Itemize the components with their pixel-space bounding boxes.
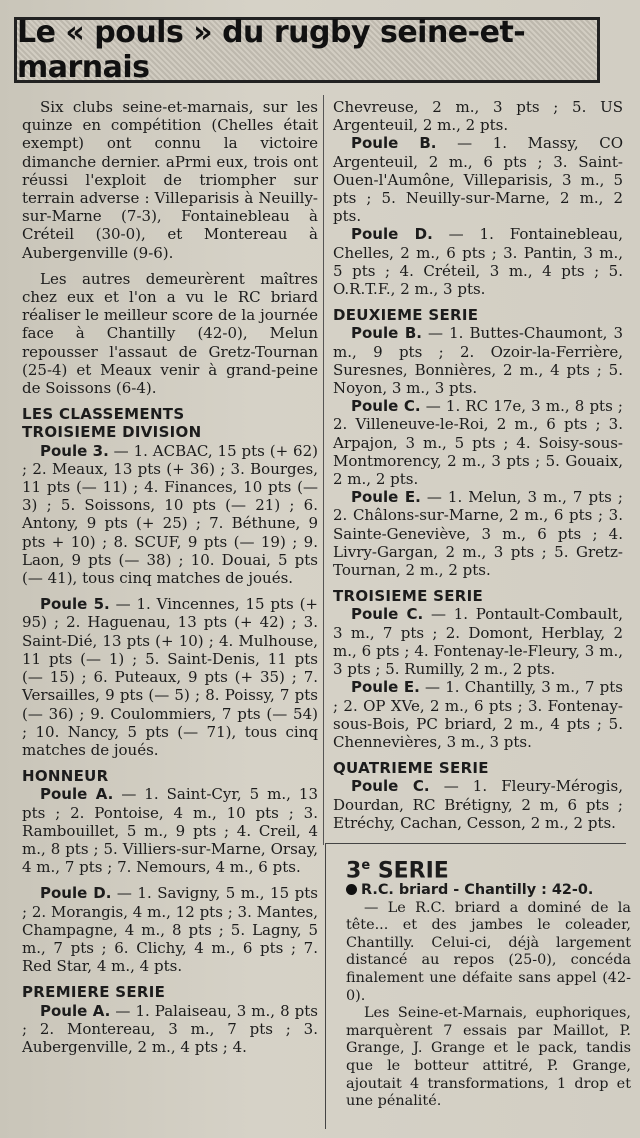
poule-label: Poule 3. [40,441,109,460]
poule-text: — 1. ACBAC, 15 pts (+ 62) ; 2. Meaux, 13 pts (+ 36) ; 3. Bourges, 11 pts (— 11) ; 4. Finances, 10 pts (— 3) ; 5. Soissons, 10 pts (— 21) ; 6. Antony, 9 pts (+ 25) ; 7. Béthune, 9 pts + 10) ; 8. SCUF, 9 pts (— 19) ; 9. Laon, 9 pts (— 38) ; 10. Douai, 5 pts (— 41), tous cinq matches de joués. [22,441,318,588]
title-word: SERIE [377,858,449,884]
match-paragraph-2: Les Seine-et-Marnais, euphoriques, marquèrent 7 essais par Maillot, P. Grange, J. Grange et le pack, tandis que le botteur attitré, P. Grange, ajoutait 4 transformations, 1 drop et une pénalité. [346,1005,631,1110]
bullet-icon [346,884,357,895]
poule-text: — 1. Pontault-Combault, 3 m., 7 pts ; 2. Domont, Herblay, 2 m., 6 pts ; 4. Fontenay-le-Fleury, 3 m., 3 pts ; 5. Rumilly, 2 m., 2 pts. [333,605,623,679]
standing-continuation: Chevreuse, 2 m., 3 pts ; 5. US Argenteuil, 2 m., 2 pts. [333,98,623,135]
poule-text: — 1. Saint-Cyr, 5 m., 13 pts ; 2. Pontoise, 4 m., 10 pts ; 3. Rambouillet, 5 m., 9 pts ; 4. Creil, 4 m., 8 pts ; 5. Villiers-sur-Marne, Orsay, 4 m., 7 pts ; 7. Nemours, 4 m., 6 pts. [22,785,318,877]
heading-premiere-serie: PREMIERE SERIE [22,983,166,1002]
poule-text: — 1. Chantilly, 3 m., 7 pts ; 2. OP XVe, 2 m., 6 pts ; 3. Fontenay-sous-Bois, PC briard, 2 m., 4 pts ; 5. Chennevières, 3 m., 3 pts. [333,678,623,751]
poule-text: — 1. Melun, 3 m., 7 pts ; 2. Châlons-sur-Marne, 2 m., 6 pts ; 3. Sainte-Geneviève, 3 m., 6 pts ; 4. Livry-Gargan, 2 m., 3 pts ; 5. Gretz-Tournan, 2 m., 2 pts. [333,488,623,580]
poule-label: Poule D. [351,225,433,244]
standing-premiere-poule-a [22,1002,318,1057]
poule-text: — 1. RC 17e, 3 m., 8 pts ; 2. Villeneuve-le-Roi, 2 m., 6 pts ; 3. Arpajon, 3 m., 5 pts ; 4. Soisy-sous-Montmorency, 2 m., 3 pts ; 5. Gouaix, 2 m., 2 pts. [333,397,623,489]
poule-label: Poule A. [40,1001,111,1020]
match-report-body [346,882,631,1111]
poule-label: Poule D. [40,884,112,903]
standing-deuxieme-poule-c [333,397,623,488]
standing-deuxieme-poule-b [333,324,623,397]
match-result: R.C. briard - Chantilly : 42-0. [361,882,594,898]
standing-poule-5 [22,595,318,759]
poule-label: Poule B. [351,324,422,343]
intro-paragraph-1: Six clubs seine-et-marnais, sur les quinze en compétition (Chelles était exempt) ont connu la victoire dimanche dernier. aPrmi eux, trois ont réussi l'exploit de triompher sur terrain adverse : Villeparisis à Neuilly-sur-Marne (7-3), Fontainebleau à Créteil (30-0), et Montereau à Aubergenville (9-6). [22,98,318,262]
heading-troisieme-division: TROISIEME DIVISION [22,423,202,442]
headline: Le « pouls » du rugby seine-et-marnais [17,15,526,85]
heading-troisieme-serie: TROISIEME SERIE [333,587,484,606]
standing-poule-3 [22,442,318,588]
heading-honneur: HONNEUR [22,767,109,786]
standing-premiere-poule-d [333,225,623,298]
poule-text: — 1. Fontainebleau, Chelles, 2 m., 6 pts ; 3. Pantin, 3 m., 5 pts ; 4. Créteil, 3 m., 4 pts ; 5. O.R.T.F., 2 m., 3 pts. [333,225,623,299]
poule-label: Poule A. [40,785,114,804]
poule-text: — 1. Fleury-Mérogis, Dourdan, RC Brétigny, 2 m, 6 pts ; Etréchy, Cachan, Cesson, 2 m., 2 pts. [333,777,623,832]
match-report-box [325,843,631,1129]
standing-honneur-poule-a [22,785,318,876]
poule-text: — 1. Buttes-Chaumont, 3 m., 9 pts ; 2. Ozoir-la-Ferrière, Suresnes, Bonnières, 2 m., 4 pts ; 5. Noyon, 3 m., 3 pts. [333,324,623,398]
headline-box [14,17,600,83]
match-paragraph-1: — Le R.C. briard a dominé de la tête... et des jambes le coleader, Chantilly. Celui-ci, déjà largement distancé au repos (25-0), concéda finalement une défaite sans appel (42-0). [346,899,631,1004]
standing-troisieme-poule-c [333,605,623,678]
poule-label: Poule E. [351,678,420,697]
right-column [333,98,623,832]
match-report-title [346,858,449,883]
poule-text: — 1. Savigny, 5 m., 15 pts ; 2. Morangis, 4 m., 12 pts ; 3. Mantes, Champagne, 4 m., 8 pts ; 5. Lagny, 5 m., 7 pts ; 6. Clichy, 4 m., 6 pts ; 7. Red Star, 4 m., 4 pts. [22,884,318,976]
standing-honneur-poule-d [22,884,318,975]
standing-premiere-poule-b [333,134,623,225]
poule-label: Poule C. [351,397,421,416]
poule-label: Poule C. [351,777,430,796]
heading-deuxieme-serie: DEUXIEME SERIE [333,306,479,325]
poule-text: — 1. Palaiseau, 3 m., 8 pts ; 2. Montereau, 3 m., 7 pts ; 3. Aubergenville, 2 m., 4 pts ; 4. [22,1001,318,1056]
title-superscript: e [361,858,371,873]
match-line [346,882,631,900]
title-number: 3 [346,858,362,884]
left-column [22,98,318,1056]
poule-label: Poule C. [351,605,424,624]
standing-troisieme-poule-e [333,678,623,751]
standing-quatrieme-poule-c [333,777,623,832]
poule-text: — 1. Massy, CO Argenteuil, 2 m., 6 pts ; 3. Saint-Ouen-l'Aumône, Villeparisis, 3 m., 5 pts ; 5. Neuilly-sur-Marne, 2 m., 2 pts. [333,134,623,226]
poule-label: Poule 5. [40,595,110,614]
poule-label: Poule E. [351,488,421,507]
column-divider [323,95,324,845]
poule-text: — 1. Vincennes, 15 pts (+ 95) ; 2. Haguenau, 13 pts (+ 42) ; 3. Saint-Dié, 13 pts (+ 10) ; 4. Mulhouse, 11 pts (— 1) ; 5. Saint-Denis, 11 pts (— 15) ; 6. Puteaux, 9 pts (+ 35) ; 7. Versailles, 9 pts (— 5) ; 8. Poissy, 7 pts (— 36) ; 9. Coulommiers, 7 pts (— 54) ; 10. Nancy, 5 pts (— 71), tous cinq matches de joués. [22,595,318,759]
poule-label: Poule B. [351,134,437,153]
standing-deuxieme-poule-e [333,488,623,579]
heading-classements: LES CLASSEMENTS [22,405,185,424]
intro-paragraph-2: Les autres demeurèrent maîtres chez eux et l'on a vu le RC briard réaliser le meilleur score de la journée face à Chantilly (42-0), Melun repousser l'assaut de Gretz-Tournan (25-4) et Meaux venir à grand-peine de Soissons (6-4). [22,269,318,398]
heading-quatrieme-serie: QUATRIEME SERIE [333,759,489,778]
